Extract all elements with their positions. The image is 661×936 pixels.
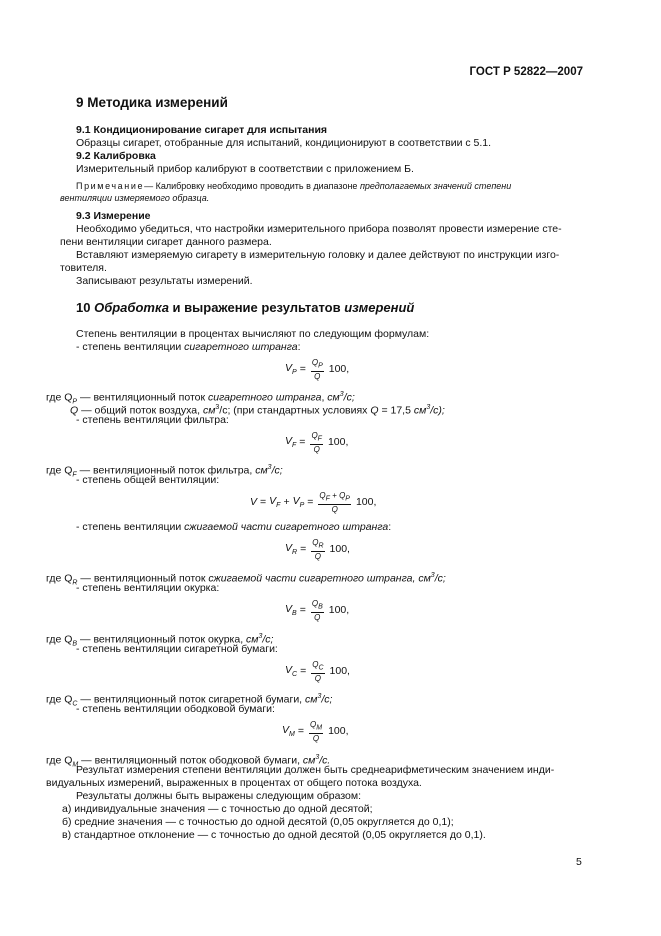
- label-vp-b: сигаретного штранга: [184, 341, 298, 353]
- result-item-a: а) индивидуальные значения — с точностью до одной десятой;: [62, 803, 373, 815]
- section-10-title-italic-2: измерений: [344, 300, 415, 315]
- standard-number: ГОСТ Р 52822—2007: [469, 66, 583, 78]
- note-text-b: предполагаемых значений степени: [359, 181, 512, 191]
- formula-v: V = $V_F$ + $V_P$ = $\frac{Q_F + Q_P}{Q}$ 100,: [250, 491, 377, 514]
- label-vm: - степень вентиляции ободковой бумаги:: [76, 703, 275, 715]
- section-9-1-title: 9.1 Кондиционирование сигарет для испытания: [76, 124, 328, 136]
- def-qf: где $Q_F$ — вентиляционный поток фильтра, $см^3/с$;: [46, 464, 283, 479]
- note-line-1: [76, 181, 511, 191]
- section-9-3-line-2: пени вентиляции сигарет данного размера.: [60, 236, 272, 248]
- result-line-1: Результат измерения степени вентиляции должен быть среднеарифметическим значением инди-: [76, 764, 555, 776]
- section-9-1-text: Образцы сигарет, отобранные для испытаний, кондиционируют в соответствии с 5.1.: [76, 137, 492, 149]
- def-qc: где $Q_C$ — вентиляционный поток сигаретной бумаги, $см^3/с$;: [46, 693, 333, 708]
- section-9-3-line-4: товителя.: [60, 262, 107, 274]
- label-vc: - степень вентиляции сигаретной бумаги:: [76, 643, 278, 655]
- section-9-3-title: 9.3 Измерение: [76, 210, 151, 222]
- section-9-3-line-5: Записывают результаты измерений.: [76, 275, 253, 287]
- label-vp-colon: :: [297, 341, 301, 353]
- def-qb: где $Q_B$ — вентиляционный поток окурка, $см^3/с$;: [46, 633, 274, 648]
- page-number: 5: [576, 856, 582, 868]
- label-vp-a: - степень вентиляции: [76, 341, 185, 353]
- formula-vf: $V_F$ = $\frac{Q_F}{Q}$ 100,: [285, 431, 349, 454]
- label-vr: - степень вентиляции сжигаемой части сигаретного штранга:: [76, 521, 392, 533]
- def-qm: где $Q_M$ — вентиляционный поток ободковой бумаги, $см^3/с$.: [46, 754, 331, 769]
- section-10-title-italic-1: Обработка: [94, 300, 169, 315]
- section-10-title-mid: и выражение результатов: [168, 300, 345, 315]
- formula-vb: $V_B$ = $\frac{Q_B}{Q}$ 100,: [285, 599, 350, 622]
- intro-text: Степень вентиляции в процентах вычисляют по следующим формулам:: [76, 328, 430, 340]
- note-line-2: вентиляции измеряемого образца.: [60, 193, 210, 203]
- result-item-b: б) средние значения — с точностью до одной десятой (0,05 округляется до 0,1);: [62, 816, 454, 828]
- label-v: - степень общей вентиляции:: [76, 474, 220, 486]
- section-10-title: [76, 300, 414, 315]
- formula-vp-eq: =: [299, 363, 306, 376]
- note-label: Примечание: [76, 181, 145, 191]
- result-item-c: в) стандартное отклонение — с точностью до одной десятой (0,05 округляется до 0,1).: [62, 829, 486, 841]
- def-qr: где $Q_R$ — вентиляционный поток сжигаемой части сигаретного штранга, $см^3/с$;: [46, 572, 446, 587]
- section-9-2-title: 9.2 Калибровка: [76, 150, 156, 162]
- def-q: Q — общий поток воздуха, $см^3/с$; (при стандартных условиях Q = 17,5 $см^3/с$);: [70, 404, 445, 417]
- formula-vp-fraction: $\frac{Q_P}{Q}$: [311, 358, 323, 381]
- def-qp: где $Q_P$ — вентиляционный поток сигаретного штранга, $см^3/с$;: [46, 391, 355, 406]
- formula-vm: $V_M$ = $\frac{Q_M}{Q}$ 100,: [282, 720, 349, 743]
- result-line-2: видуальных измерений, выраженных в процентах от общего потока воздуха.: [46, 777, 422, 789]
- formula-vp: [285, 358, 349, 381]
- section-9-title: 9 Методика измерений: [76, 95, 228, 110]
- formula-vp-hundred: 100,: [328, 363, 350, 376]
- section-9-3-line-3: Вставляют измеряемую сигарету в измерительную головку и далее действуют по инструкции изго-: [76, 249, 560, 261]
- label-vp: [76, 341, 301, 354]
- label-vb: - степень вентиляции окурка:: [76, 582, 220, 594]
- formula-vr: $V_R$ = $\frac{Q_R}{Q}$ 100,: [285, 538, 350, 561]
- result-line-3: Результаты должны быть выражены следующим образом:: [76, 790, 362, 802]
- label-vf: - степень вентиляции фильтра:: [76, 414, 229, 426]
- section-10-number: 10: [76, 300, 95, 315]
- section-9-2-text: Измерительный прибор калибруют в соответствии с приложением Б.: [76, 163, 414, 175]
- note-text-a: — Калибровку необходимо проводить в диапазоне: [144, 181, 360, 191]
- formula-vc: $V_C$ = $\frac{Q_C}{Q}$ 100,: [285, 660, 350, 683]
- formula-vp-lhs: $V_P$: [285, 362, 297, 377]
- section-9-3-line-1: Необходимо убедиться, что настройки измерительного прибора позволят провести измерение сте-: [76, 223, 562, 235]
